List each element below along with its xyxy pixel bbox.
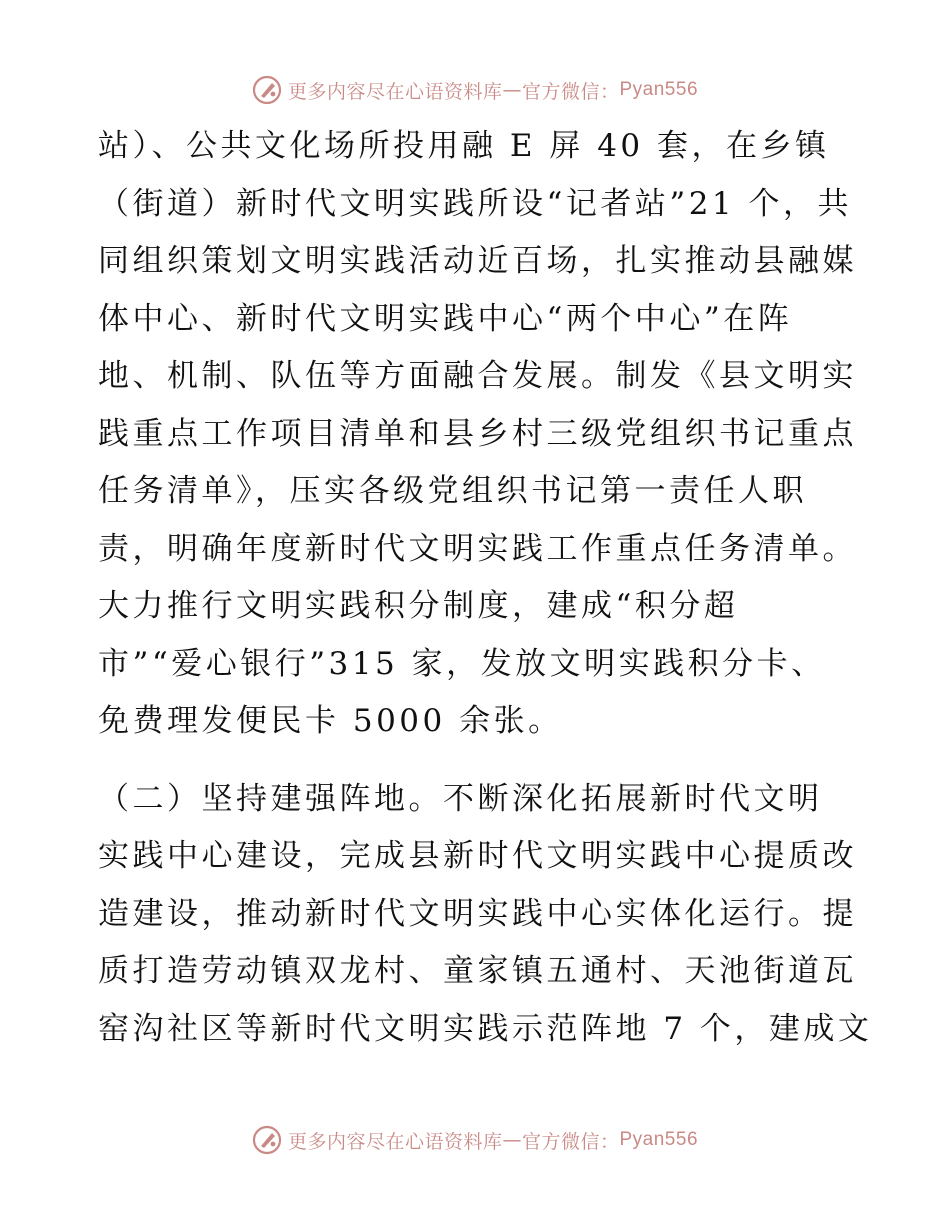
text-line: （街道）新时代文明实践所设“记者站”21 个，共: [98, 185, 852, 222]
pen-nib-logo-icon: [252, 1125, 282, 1155]
watermark-account: Pyan556: [619, 1129, 699, 1150]
watermark-separator: —: [502, 79, 522, 101]
document-body: [98, 118, 873, 1058]
watermark-site-text: 更多内容尽在心语资料库: [287, 80, 503, 103]
text-line: 责，明确年度新时代文明实践工作重点任务清单。: [98, 530, 857, 567]
text-line: （二）坚持建强阵地。不断深化拓展新时代文明: [98, 780, 823, 817]
header-watermark: [0, 70, 950, 110]
watermark-wechat-label: 官方微信：: [521, 1130, 620, 1153]
text-line: 践重点工作项目清单和县乡村三级党组织书记重点: [98, 415, 857, 452]
text-line: 任务清单》，压实各级党组织书记第一责任人职: [98, 473, 807, 509]
text-line: 窑沟社区等新时代文明实践示范阵地 7 个，建成文: [98, 1010, 873, 1047]
pen-nib-logo-icon: [252, 75, 282, 105]
watermark-separator: —: [502, 1129, 522, 1151]
watermark-wechat-label: 官方微信：: [521, 80, 620, 103]
text-line: 免费理发便民卡 5000 余张。: [98, 703, 563, 739]
paragraph-2: [98, 771, 873, 1059]
watermark-site-text: 更多内容尽在心语资料库: [287, 1130, 503, 1153]
footer-watermark: [0, 1120, 950, 1160]
text-line: 市”“爱心银行”315 家，发放文明实践积分卡、: [98, 645, 826, 682]
watermark-account: Pyan556: [619, 79, 699, 100]
text-line: 质打造劳动镇双龙村、童家镇五通村、天池街道瓦: [98, 953, 857, 989]
text-line: 造建设，推动新时代文明实践中心实体化运行。提: [98, 895, 857, 932]
text-line: 站）、公共文化场所投用融 E 屏 40 套，在乡镇: [98, 128, 830, 164]
paragraph-gap: [98, 751, 858, 771]
text-line: 体中心、新时代文明实践中心“两个中心”在阵: [98, 300, 793, 337]
paragraph-1: [98, 118, 858, 751]
text-line: 同组织策划文明实践活动近百场，扎实推动县融媒: [98, 243, 857, 279]
text-line: 大力推行文明实践积分制度，建成“积分超: [98, 588, 739, 624]
text-line: 实践中心建设，完成县新时代文明实践中心提质改: [98, 838, 857, 874]
text-line: 地、机制、队伍等方面融合发展。制发《县文明实: [98, 358, 857, 394]
